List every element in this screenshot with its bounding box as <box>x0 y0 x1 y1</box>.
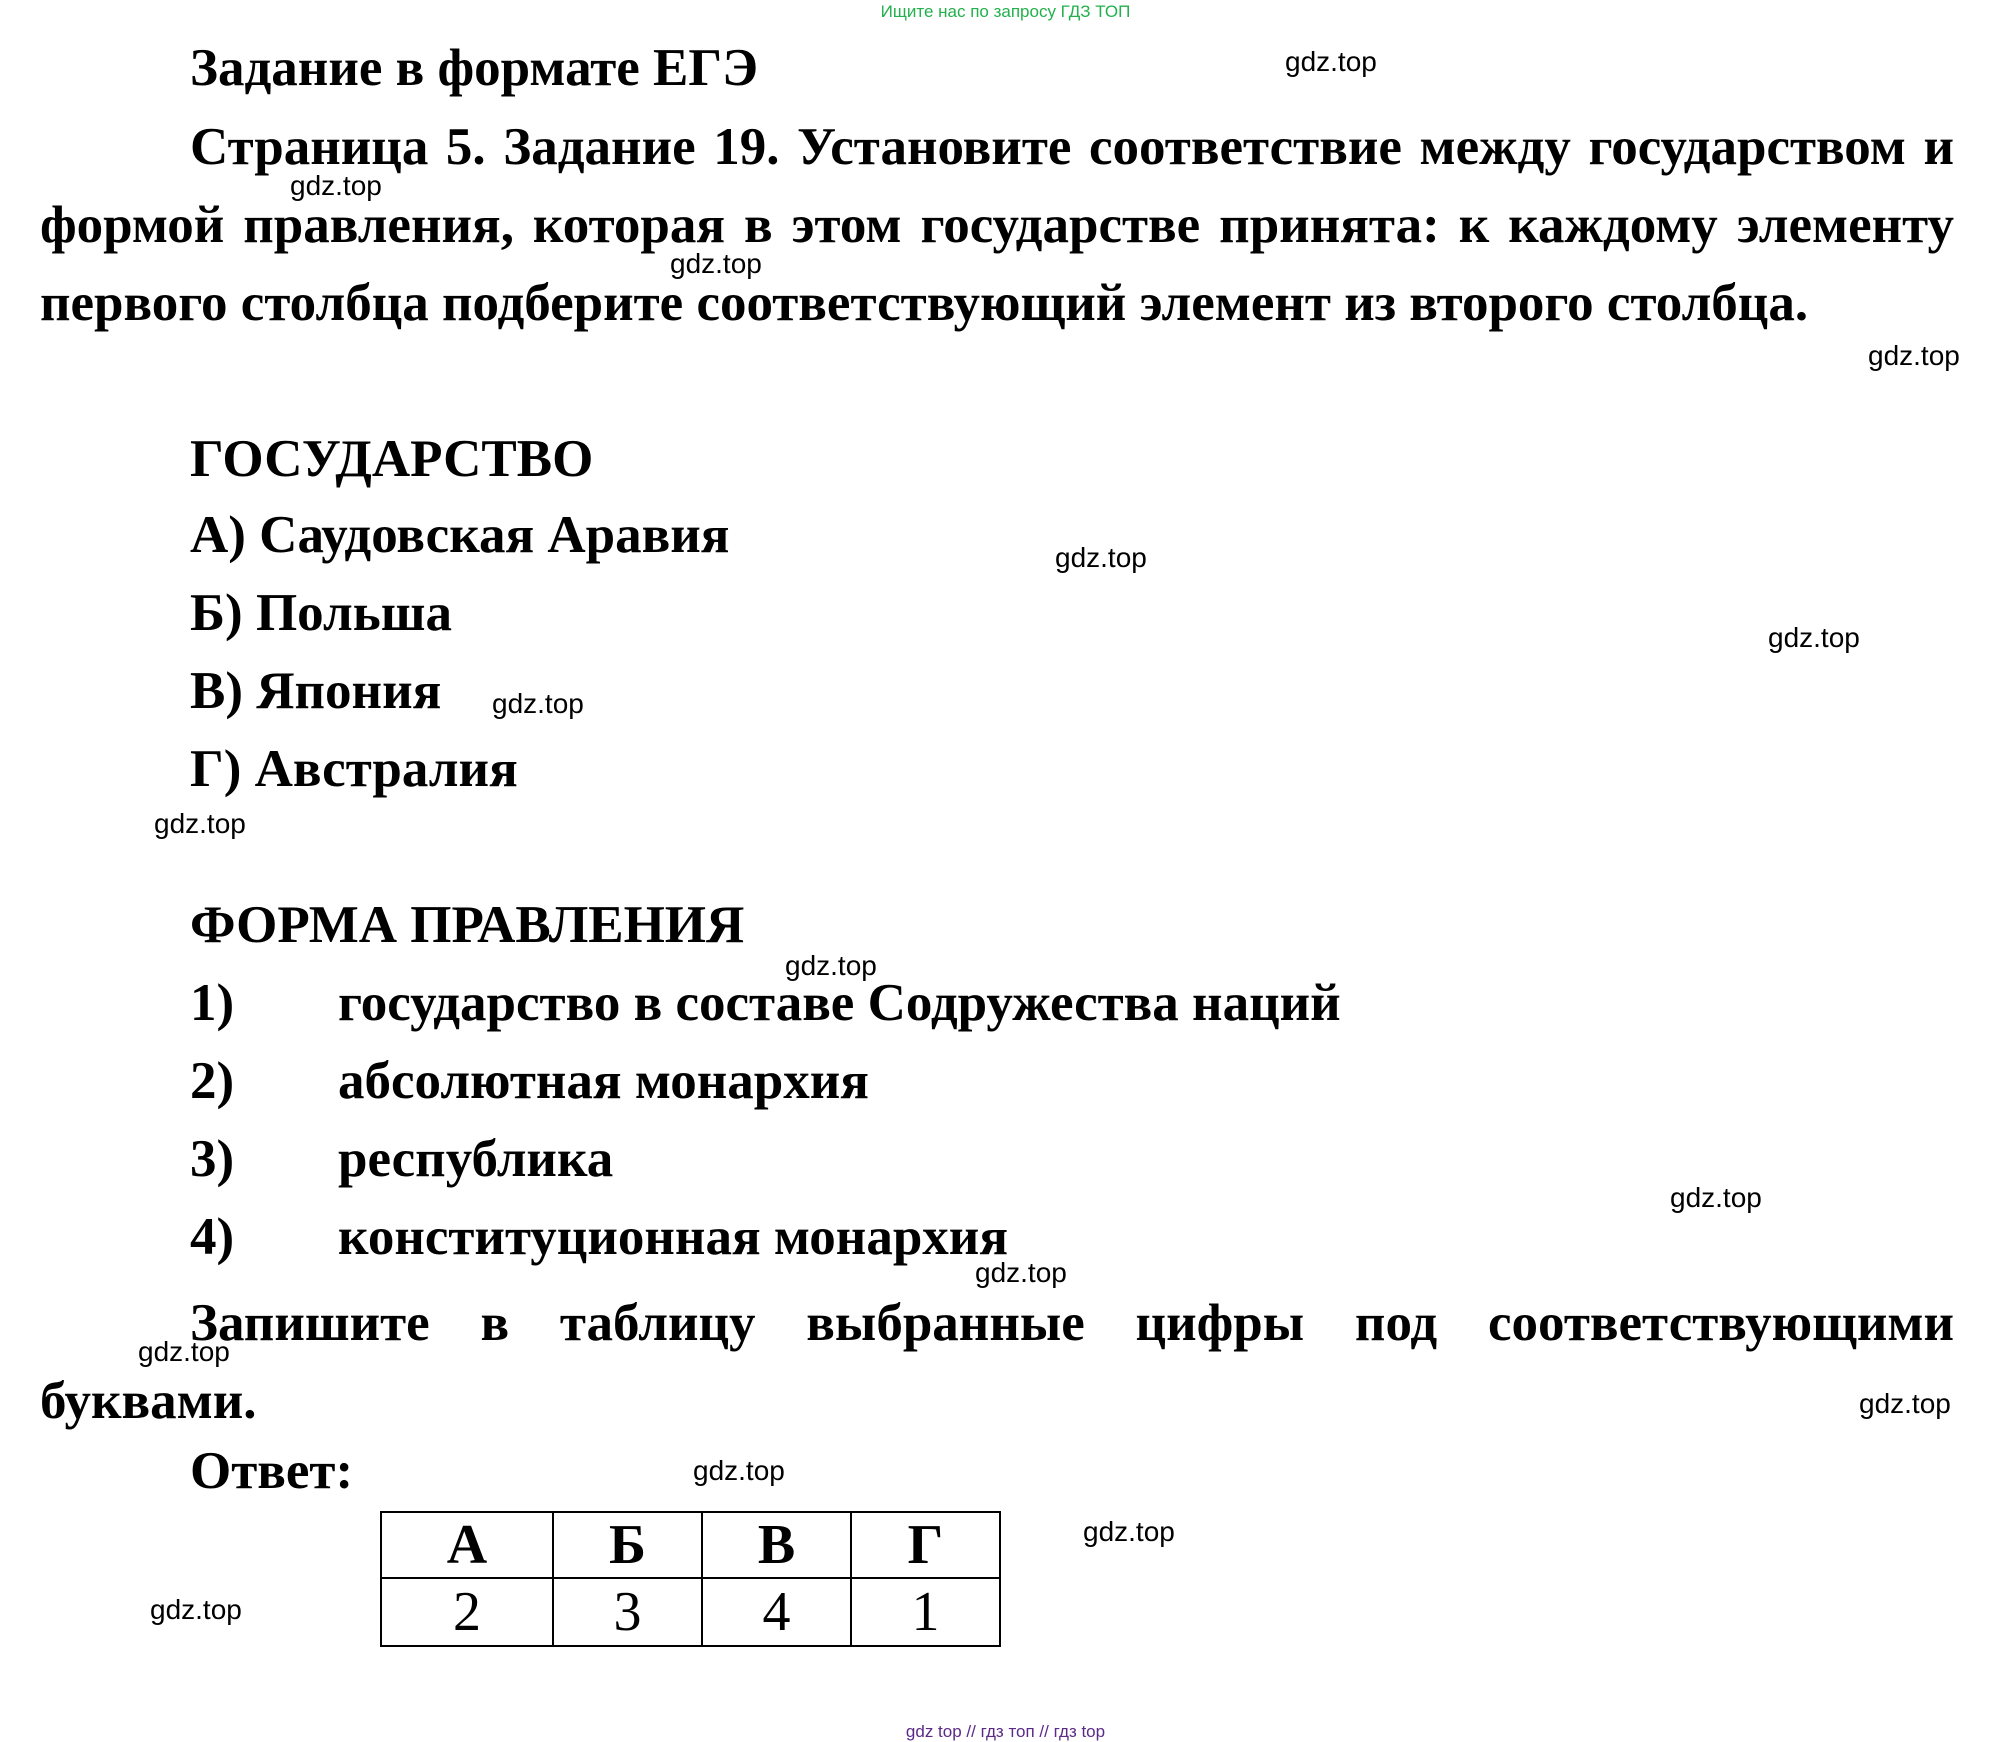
form-number: 2) <box>190 1052 235 1110</box>
watermark: gdz.top <box>1868 340 1960 371</box>
watermark: gdz.top <box>1859 1388 1951 1419</box>
instruction <box>40 1284 1954 1440</box>
watermark: gdz.top <box>1083 1516 1175 1547</box>
answer-header-cell: Г <box>851 1512 1000 1578</box>
states-heading: ГОСУДАРСТВО <box>190 430 594 488</box>
watermark: gdz.top <box>154 808 246 839</box>
watermark: gdz.top <box>138 1336 230 1367</box>
form-item <box>190 1207 1008 1267</box>
answer-value-cell: 2 <box>381 1578 553 1646</box>
answer-table <box>380 1511 1001 1647</box>
watermark: gdz.top <box>150 1594 242 1625</box>
state-item: Г) Австралия <box>190 740 518 798</box>
form-number: 4) <box>190 1208 235 1266</box>
form-number: 1) <box>190 974 235 1032</box>
state-item: В) Япония <box>190 662 442 720</box>
form-text: абсолютная монархия <box>338 1052 869 1110</box>
answer-value-cell: 4 <box>702 1578 851 1646</box>
form-item <box>190 1051 869 1111</box>
footer-note: gdz top // гдз топ // гдз top <box>905 1722 1106 1741</box>
watermark: gdz.top <box>492 688 584 719</box>
watermark: gdz.top <box>670 248 762 279</box>
forms-heading: ФОРМА ПРАВЛЕНИЯ <box>190 896 745 954</box>
watermark: gdz.top <box>290 170 382 201</box>
form-number: 3) <box>190 1130 235 1188</box>
answer-table-value-row <box>381 1578 1000 1646</box>
watermark: gdz.top <box>1670 1182 1762 1213</box>
answer-header-cell: В <box>702 1512 851 1578</box>
watermark: gdz.top <box>693 1455 785 1486</box>
watermark: gdz.top <box>975 1257 1067 1288</box>
state-item: Б) Польша <box>190 584 452 642</box>
watermark: gdz.top <box>1285 46 1377 77</box>
form-text: республика <box>338 1130 614 1188</box>
answer-header-cell: Б <box>553 1512 702 1578</box>
answer-header-cell: А <box>381 1512 553 1578</box>
answer-value-cell: 1 <box>851 1578 1000 1646</box>
watermark: gdz.top <box>1768 622 1860 653</box>
top-note: Ищите нас по запросу ГДЗ ТОП <box>880 2 1131 21</box>
task-title: Задание в формате ЕГЭ <box>190 39 759 97</box>
form-item <box>190 1129 613 1189</box>
form-item <box>190 973 1341 1033</box>
answer-value-cell: 3 <box>553 1578 702 1646</box>
task-text-content: Страница 5. Задание 19. Установите соответствие между государством и формой правления, которая в этом государстве принята: к каждому элементу первого столбца подберите соответствующий элемент из второго столбца. <box>40 118 1954 332</box>
watermark: gdz.top <box>785 950 877 981</box>
form-text: государство в составе Содружества наций <box>338 974 1341 1032</box>
watermark: gdz.top <box>1055 542 1147 573</box>
state-item: А) Саудовская Аравия <box>190 506 730 564</box>
form-text: конституционная монархия <box>338 1208 1009 1266</box>
instruction-content: Запишите в таблицу выбранные цифры под соответствующими буквами. <box>40 1294 1954 1430</box>
answer-label: Ответ: <box>190 1442 354 1500</box>
answer-table-header-row <box>381 1512 1000 1578</box>
task-text <box>40 108 1954 342</box>
